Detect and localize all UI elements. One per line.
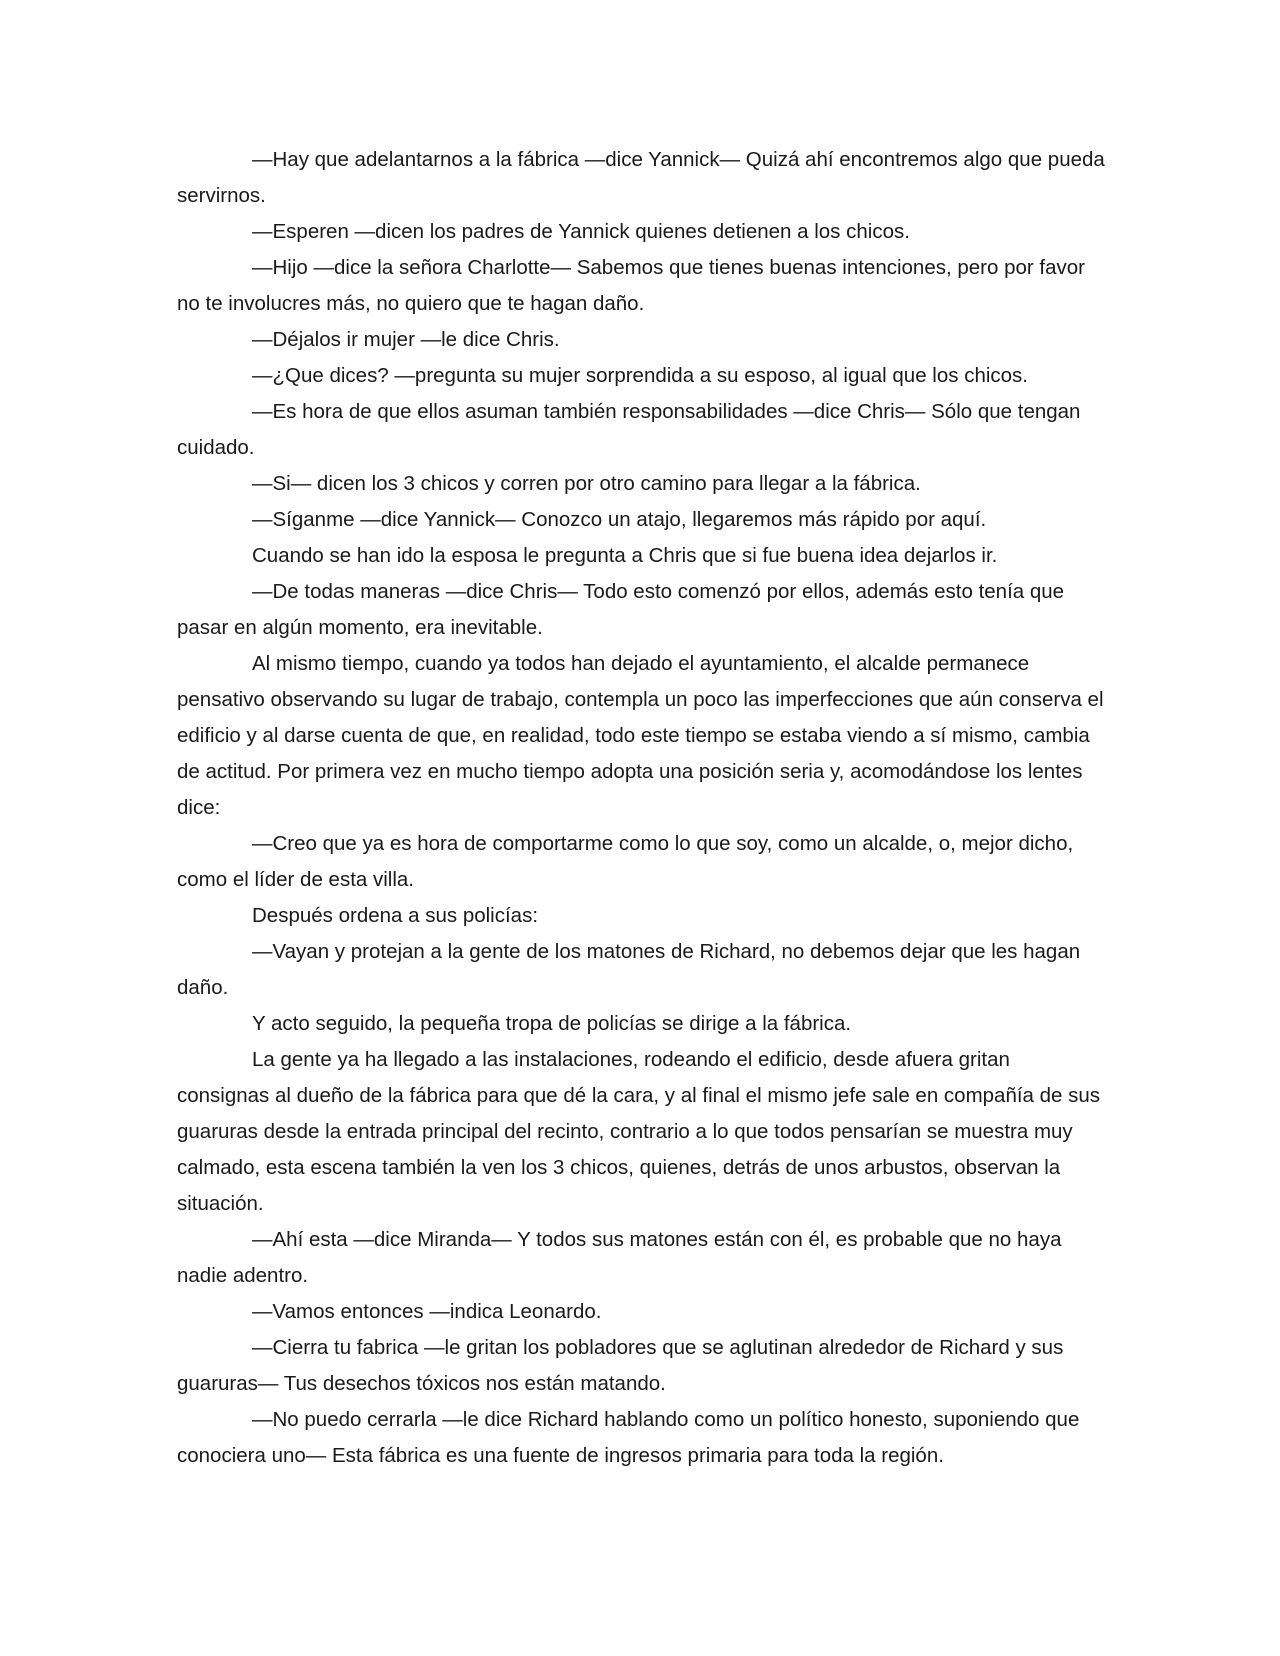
paragraph: —¿Que dices? —pregunta su mujer sorprendida a su esposo, al igual que los chicos. xyxy=(252,364,1029,387)
paragraph: —Hay que adelantarnos a la fábrica —dice Yannick— Quizá ahí encontremos algo que pueda servirnos. xyxy=(177,148,1105,207)
paragraph: —Si— dicen los 3 chicos y corren por otro camino para llegar a la fábrica. xyxy=(252,472,921,495)
paragraph: —No puedo cerrarla —le dice Richard hablando como un político honesto, suponiendo que conociera uno— Esta fábrica es una fuente de ingresos primaria para toda la región. xyxy=(177,1408,1080,1467)
paragraph: Cuando se han ido la esposa le pregunta a Chris que si fue buena idea dejarlos ir. xyxy=(252,544,998,567)
paragraph: —Esperen —dicen los padres de Yannick quienes detienen a los chicos. xyxy=(252,220,910,243)
paragraph: Al mismo tiempo, cuando ya todos han dejado el ayuntamiento, el alcalde permanece pensativo observando su lugar de trabajo, contempla un poco las imperfecciones que aún conserva el edificio y al darse cuenta de que, en realidad, todo este tiempo se estaba viendo a sí mismo, cambia de actitud. Por primera vez en mucho tiempo adopta una posición seria y, acomodándose los lentes dice: xyxy=(177,652,1104,819)
document-body xyxy=(177,142,1107,1474)
paragraph: —Es hora de que ellos asuman también responsabilidades —dice Chris— Sólo que tengan cuidado. xyxy=(177,400,1081,459)
paragraph: Después ordena a sus policías: xyxy=(252,904,539,927)
paragraph: Y acto seguido, la pequeña tropa de policías se dirige a la fábrica. xyxy=(252,1012,852,1035)
paragraph: —Déjalos ir mujer —le dice Chris. xyxy=(252,328,560,351)
paragraph: —Ahí esta —dice Miranda— Y todos sus matones están con él, es probable que no haya nadie adentro. xyxy=(177,1228,1062,1287)
paragraph: —Vamos entonces —indica Leonardo. xyxy=(252,1300,602,1323)
paragraph: La gente ya ha llegado a las instalaciones, rodeando el edificio, desde afuera gritan consignas al dueño de la fábrica para que dé la cara, y al final el mismo jefe sale en compañía de sus guaruras desde la entrada principal del recinto, contrario a lo que todos pensarían se muestra muy calmado, esta escena también la ven los 3 chicos, quienes, detrás de unos arbustos, observan la situación. xyxy=(177,1048,1101,1215)
paragraph: —Hijo —dice la señora Charlotte— Sabemos que tienes buenas intenciones, pero por favor no te involucres más, no quiero que te hagan daño. xyxy=(177,256,1085,315)
paragraph: —Creo que ya es hora de comportarme como lo que soy, como un alcalde, o, mejor dicho, como el líder de esta villa. xyxy=(177,832,1074,891)
paragraph: —Cierra tu fabrica —le gritan los pobladores que se aglutinan alrededor de Richard y sus guaruras— Tus desechos tóxicos nos están matando. xyxy=(177,1336,1064,1395)
paragraph: —Síganme —dice Yannick— Conozco un atajo, llegaremos más rápido por aquí. xyxy=(252,508,987,531)
paragraph: —Vayan y protejan a la gente de los matones de Richard, no debemos dejar que les hagan daño. xyxy=(177,940,1081,999)
paragraph: —De todas maneras —dice Chris— Todo esto comenzó por ellos, además esto tenía que pasar en algún momento, era inevitable. xyxy=(177,580,1065,639)
